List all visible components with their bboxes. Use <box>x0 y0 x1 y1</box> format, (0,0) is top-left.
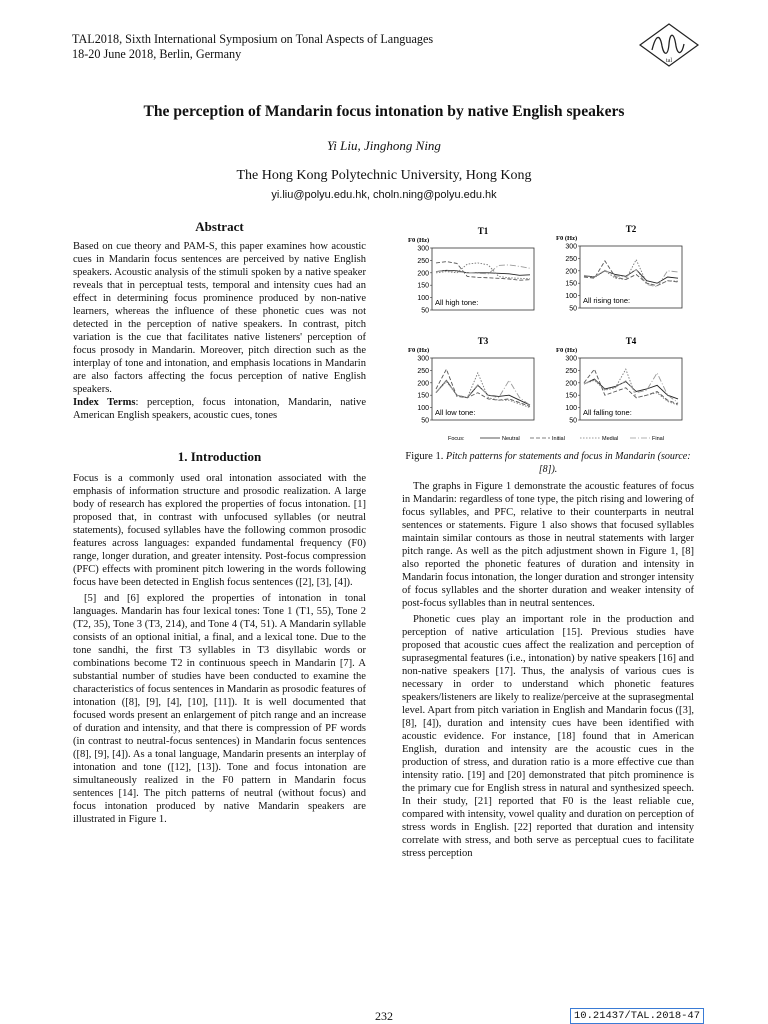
y-tick-label: 150 <box>417 282 429 290</box>
y-tick-label: 300 <box>417 245 429 253</box>
panel-title: T2 <box>625 224 637 234</box>
y-tick-label: 100 <box>565 405 577 413</box>
y-tick-label: 250 <box>417 367 429 375</box>
legend-label-medial: Medial <box>602 436 619 442</box>
y-tick-label: 50 <box>569 305 577 313</box>
y-axis-label: F0 (Hz) <box>408 347 430 354</box>
logo-text: tal <box>666 58 672 64</box>
right-column-text <box>402 480 694 860</box>
intro-paragraph-2: [5] and [6] explored the properties of intonation in tonal languages. Mandarin has four lexical tones: Tone 1 (T1, 55), Tone 2 (T2, 35), Tone 3 (T3, 214), and Tone 4 (T4, 51). A Mandarin syllable consists of an optional initial, a final, and a lexical tone. Due to the tone sandhi, the first T3 syllables in T3 disyllabic words or combinations become T2 in continuous speech in Mandarin [7]. A substantial number of studies have been conducted to examine the characteristics of focus sentences in Mandarin as prosodic features of intonation ([8], [9], [4], [10], [11]). It is well documented that focused words present an enlargement of pitch range and an increase of duration and intensity, and that there is compression of PF words (in contrast to neutral-focus sentences) in Mandarin focus sentences ([8], [9], [4]). As a tonal language, Mandarin presents an interplay of intonation and tone ([12], [13]). Tone and focus intonation are simultaneously realized in the F0 pattern in Mandarin focus sentences [14]. The pitch patterns of neutral (without focus) and focus intonation produced by native Mandarin speakers are illustrated in Figure 1. <box>73 593 366 825</box>
index-terms <box>73 396 366 422</box>
right-paragraph-1: The graphs in Figure 1 demonstrate the acoustic features of focus in Mandarin: regardless of tone type, the pitch rising and lowering of focus syllables, and PFC, relative to their counterparts in neutral sentences or statements. Figure 1 also shows that focused syllables maintain similar contours as those in neutral statements with larger pitch range. As well as the pitch adjustment shown in Figure 1, [8] also reported the phonetic features of duration and intensity in Mandarin focus intonation, the longer duration and stronger intensity of focus syllables and the shorter duration and weaker intensity of post-focus syllables than in neutral sentences. <box>402 481 694 609</box>
y-tick-label: 250 <box>417 257 429 265</box>
author-emails[interactable]: yi.liu@polyu.edu.hk, choln.ning@polyu.edu.hk <box>271 189 497 201</box>
y-axis-label: F0 (Hz) <box>556 347 578 354</box>
y-tick-label: 50 <box>569 417 577 425</box>
y-tick-label: 150 <box>417 392 429 400</box>
series-line-initial <box>436 369 530 406</box>
y-tick-label: 200 <box>417 380 429 388</box>
y-tick-label: 150 <box>565 392 577 400</box>
y-tick-label: 250 <box>565 255 577 263</box>
legend-label-neutral: Neutral <box>502 436 520 442</box>
panel-annotation: All falling tone: <box>583 408 632 417</box>
series-line-neutral <box>584 379 678 399</box>
page-number: 232 <box>375 1009 393 1023</box>
y-tick-label: 50 <box>421 307 429 315</box>
y-tick-label: 150 <box>565 280 577 288</box>
panel-title: T3 <box>477 336 489 346</box>
caption-label: Figure 1. <box>405 451 444 462</box>
y-tick-label: 300 <box>565 355 577 363</box>
panel-annotation: All high tone: <box>435 298 479 307</box>
index-terms-label: Index Terms <box>73 397 136 408</box>
panel-annotation: All low tone: <box>435 408 476 417</box>
index-terms-text: : perception, focus intonation, Mandarin, native American English speakers, acoustic cues, tones <box>73 397 367 421</box>
y-tick-label: 200 <box>417 270 429 278</box>
tal-logo-icon <box>638 22 700 68</box>
intro-paragraph-1: Focus is a commonly used oral intonation associated with the emphasis of information structure and prosodic realization. A large body of research has explored the properties of focus intonation. [1] proposed that, in contrast with unfocused syllables (or neutral statements), focused syllables have the following common prosodic features across languages: expanded fundamental frequency (F0) range, longer duration, and greater intensity. Post-focus compression (PFC) effects with prominent pitch lowering in the words following focus have been detected in English focus sentences ([2], [3], [4]). <box>73 473 366 588</box>
figure-caption <box>402 450 694 476</box>
legend-label-final: Final <box>652 436 664 442</box>
abstract-text: Based on cue theory and PAM-S, this paper examines how acoustic cues in Mandarin focus sentences are perceived by native English speakers. Acoustic analysis of the stimuli spoken by a native speaker reveals that in perceptual tests, temporal and intensity cues had an effect in determining focus prominence produced by non-native learners, whereas the influence of these phonetic cues was not detected in the perception of native speakers. In contrast, pitch variation is the cue that facilitates native listeners' perception of focus prosody in Mandarin. Moreover, pitch direction such as the interplay of tone and intonation, and emphasis locations in Mandarin are also factors affecting the focus perception of native English speakers. <box>73 241 366 395</box>
y-axis-label: F0 (Hz) <box>556 235 578 242</box>
caption-text: Pitch patterns for statements and focus in Mandarin (source: [8]). <box>445 451 691 475</box>
y-tick-label: 250 <box>565 367 577 375</box>
conference-date: 18-20 June 2018, Berlin, Germany <box>72 47 242 61</box>
conference-header <box>72 32 433 62</box>
y-tick-label: 50 <box>421 417 429 425</box>
doi-link[interactable]: 10.21437/TAL.2018-47 <box>570 1008 704 1024</box>
panel-title: T4 <box>625 336 637 346</box>
legend-label-initial: Initial <box>552 436 565 442</box>
y-tick-label: 100 <box>417 295 429 303</box>
right-paragraph-2: Phonetic cues play an important role in the production and perception of native articulation [15]. Previous studies have proposed that acoustic cues affect the realization and perception of suprasegmental features (i.e., intonation) by native speakers [16] and non-native speakers [17]. Thus, the analysis of various cues is necessary in order to understand which phonetic features speakers/listeners are likely to realize/perceive at the suprasegmental level. Apart from pitch variation in English and Mandarin focus ([3], [8], [4]), duration and intensity cues have been identified with acoustic evidence. For instance, [18] found that in American English, duration and intensity are the acoustic cues in the production of stress, and duration ratio is a more effective cue than intensity ratio. [19] and [20] demonstrated that pitch prominence is the primary cue for English stress in natural and synthesized speech. In their study, [21] reported that F0 is the least reliable cue, compared with intensity, vowel quality and duration on perception of stress words in English. [22] reported that duration and intensity correlate with stress, and both serve as perceptual cues to facilitate stress perception <box>402 614 694 859</box>
y-tick-label: 300 <box>417 355 429 363</box>
introduction-heading: 1. Introduction <box>177 449 262 464</box>
y-tick-label: 200 <box>565 268 577 276</box>
paper-title: The perception of Mandarin focus intonation by native English speakers <box>143 103 625 120</box>
figure-1-chart <box>402 220 694 446</box>
abstract-section <box>73 220 366 422</box>
paper-affiliation: The Hong Kong Polytechnic University, Hong Kong <box>236 168 532 183</box>
panel-annotation: All rising tone: <box>583 296 631 305</box>
y-tick-label: 100 <box>417 405 429 413</box>
panel-title: T1 <box>477 226 489 236</box>
y-axis-label: F0 (Hz) <box>408 237 430 244</box>
y-tick-label: 100 <box>565 293 577 301</box>
introduction-section <box>73 450 366 826</box>
series-line-final <box>584 270 678 287</box>
legend-title: Focus: <box>448 436 465 442</box>
conference-name: TAL2018, Sixth International Symposium on Tonal Aspects of Languages <box>72 32 434 46</box>
abstract-heading: Abstract <box>195 219 244 234</box>
y-tick-label: 300 <box>565 243 577 251</box>
y-tick-label: 200 <box>565 380 577 388</box>
paper-authors: Yi Liu, Jinghong Ning <box>327 138 441 153</box>
